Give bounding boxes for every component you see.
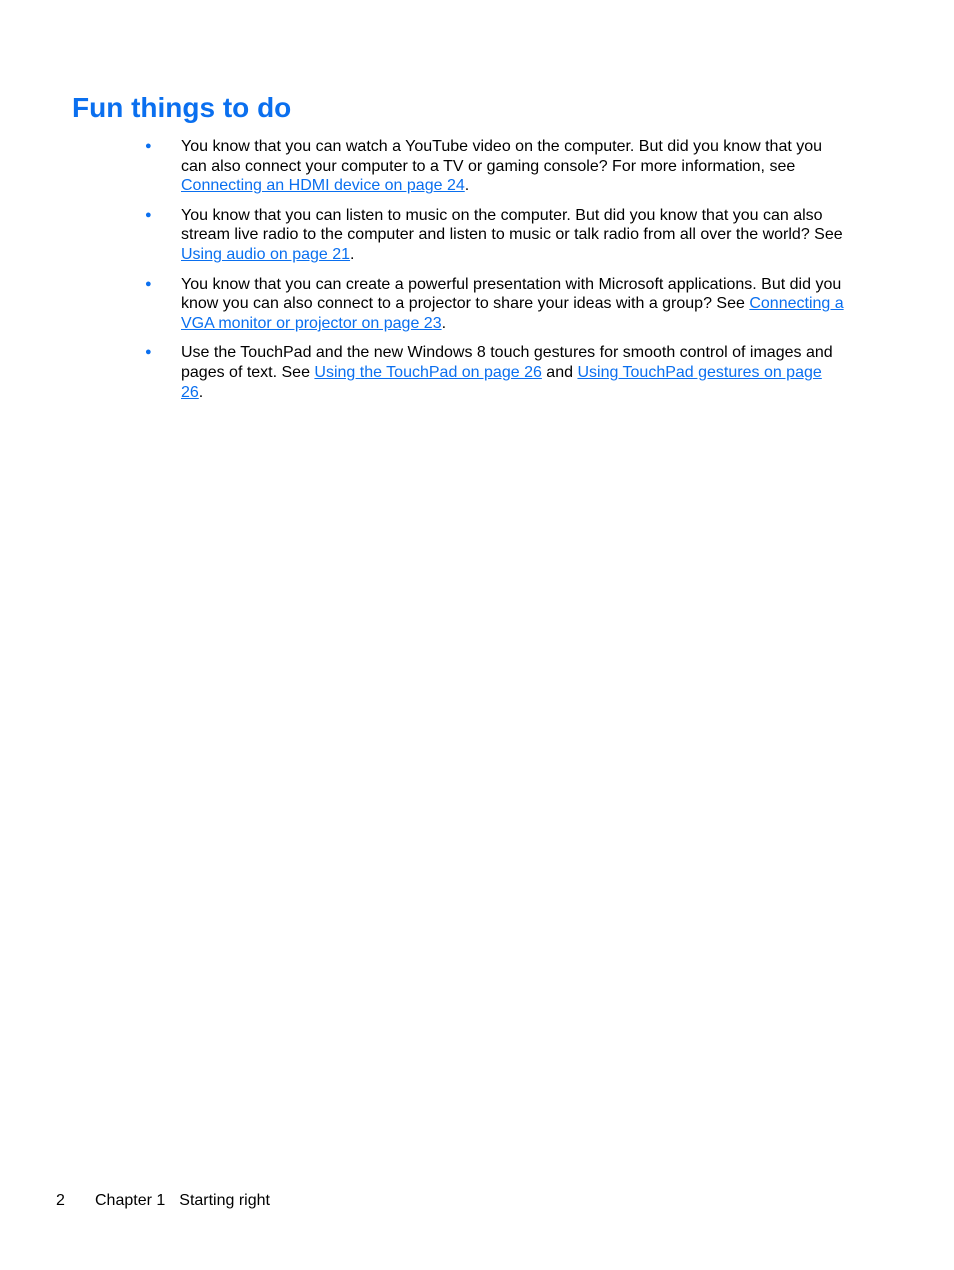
touchpad-gestures-link[interactable]: Using TouchPad gestures on page 26 xyxy=(181,363,822,401)
bullet-icon: ● xyxy=(145,140,152,152)
bullet-text xyxy=(181,206,845,265)
touchpad-link[interactable]: Using the TouchPad on page 26 xyxy=(314,363,542,381)
bullet-list xyxy=(145,137,845,412)
bullet-icon: ● xyxy=(145,277,152,290)
bullet-text-segment: Use the TouchPad and the new Windows 8 touch gestures for smooth control of images and pages of text. See xyxy=(181,344,833,381)
bullet-text xyxy=(181,343,845,402)
bullet-text-segment: You know that you can listen to music on the computer. But did you know that you can also stream live radio to the computer and listen to music or talk radio from all over the world? See xyxy=(181,206,843,244)
vga-monitor-link[interactable]: Connecting a VGA monitor or projector on page 23 xyxy=(181,295,844,332)
page-number: 2 xyxy=(56,1192,65,1209)
bullet-text-segment: You know that you can watch a YouTube video on the computer. But did you know that you can also connect your computer to a TV or gaming console? For more information, see xyxy=(181,138,823,175)
bullet-text-segment: You know that you can create a powerful presentation with Microsoft applications. But did you know you can also connect to a projector to share your ideas with a group? See xyxy=(181,275,842,313)
chapter-title: Starting right xyxy=(179,1192,270,1209)
bullet-text-segment: . xyxy=(198,383,204,401)
list-item xyxy=(145,206,845,265)
bullet-text xyxy=(181,275,845,334)
bullet-text xyxy=(181,137,845,196)
hdmi-device-link[interactable]: Connecting an HDMI device on page 24 xyxy=(181,177,465,195)
bullet-icon: ● xyxy=(145,346,152,359)
bullet-text-segment: . xyxy=(464,177,470,195)
using-audio-link[interactable]: Using audio on page 21 xyxy=(181,245,351,263)
list-item xyxy=(145,137,845,196)
list-item xyxy=(145,275,845,334)
bullet-icon: ● xyxy=(145,208,152,221)
page-title: Fun things to do xyxy=(72,92,292,123)
bullet-text-segment: and xyxy=(541,363,578,381)
list-item xyxy=(145,343,845,402)
chapter-label: Chapter 1 xyxy=(95,1192,166,1209)
page-footer xyxy=(56,1191,270,1211)
bullet-text-segment: . xyxy=(441,314,447,332)
bullet-text-segment: . xyxy=(350,245,355,263)
